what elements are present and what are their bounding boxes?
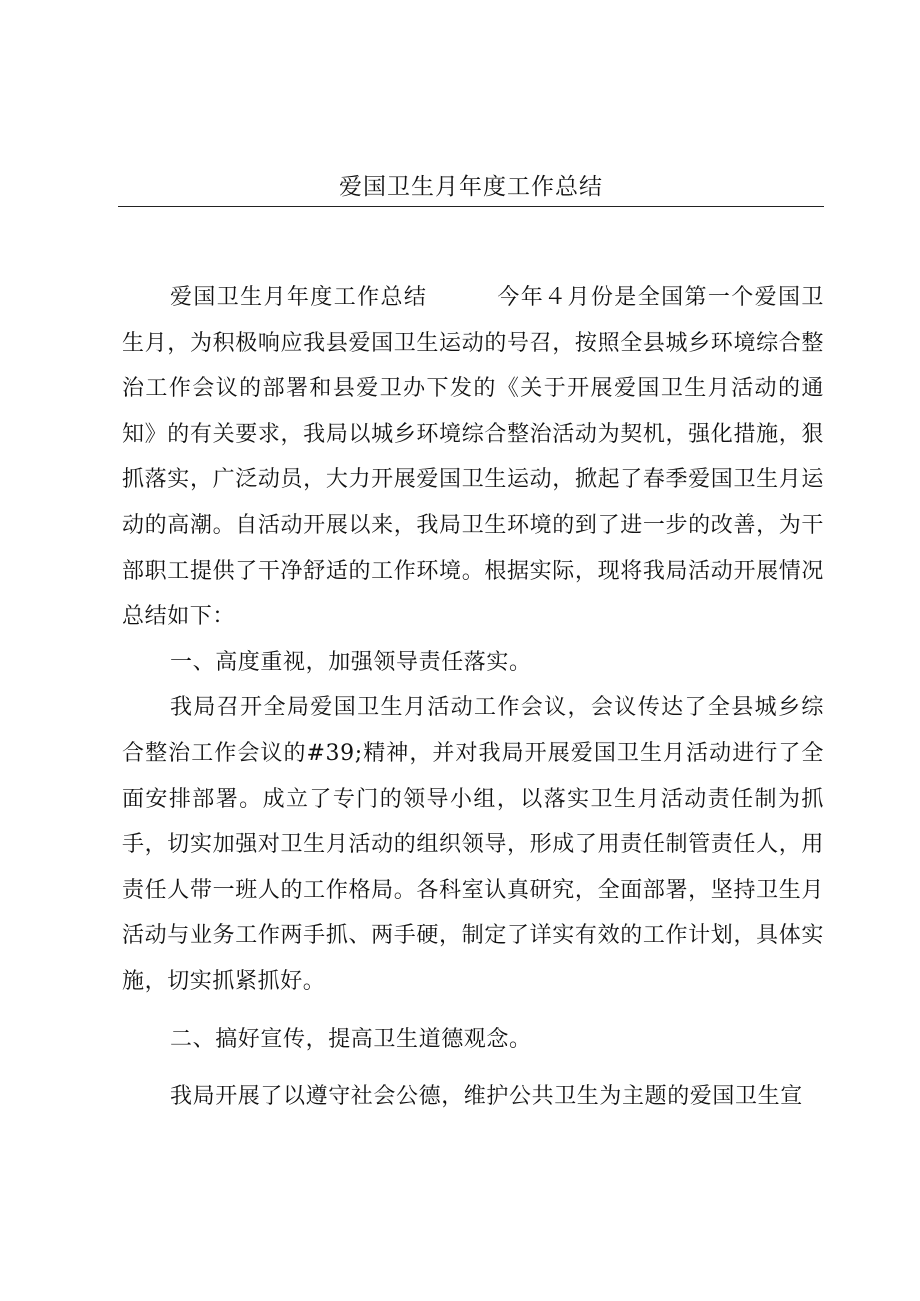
- section-1-paragraph: 我局召开全局爱国卫生月活动工作会议，会议传达了全县城乡综合整治工作会议的#39;精神，并对我局开展爱国卫生月活动进行了全面安排部署。成立了专门的领导小组，以落实卫生月活动责任制为抓手，切实加强对卫生月活动的组织领导，形成了用责任制管责任人，用责任人带一班人的工作格局。各科室认真研究，全面部署，坚持卫生月活动与业务工作两手抓、两手硬，制定了详实有效的工作计划，具体实施，切实抓紧抓好。: [122, 695, 824, 994]
- document-body: [122, 275, 824, 1120]
- title-underline: [118, 206, 824, 207]
- section-heading-1: 一、高度重视，加强领导责任落实。: [170, 649, 532, 675]
- intro-paragraph: 爱国卫生月年度工作总结 今年４月份是全国第一个爱国卫生月，为积极响应我县爱国卫生运动的号召，按照全县城乡环境综合整治工作会议的部署和县爱卫办下发的《关于开展爱国卫生月活动的通知》的有关要求，我局以城乡环境综合整治活动为契机，强化措施，狠抓落实，广泛动员，大力开展爱国卫生运动，掀起了春季爱国卫生月运动的高潮。自活动开展以来，我局卫生环境的到了进一步的改善，为干部职工提供了干净舒适的工作环境。根据实际，现将我局活动开展情况总结如下：: [122, 285, 824, 630]
- section-heading-2: 二、搞好宣传，提高卫生道德观念。: [170, 1026, 532, 1052]
- paragraph-gap: [122, 1005, 824, 1017]
- section-2-paragraph: 我局开展了以遵守社会公德，维护公共卫生为主题的爱国卫生宣: [170, 1084, 803, 1110]
- paragraph-gap: [122, 1062, 824, 1074]
- document-title: 爱国卫生月年度工作总结: [339, 174, 603, 200]
